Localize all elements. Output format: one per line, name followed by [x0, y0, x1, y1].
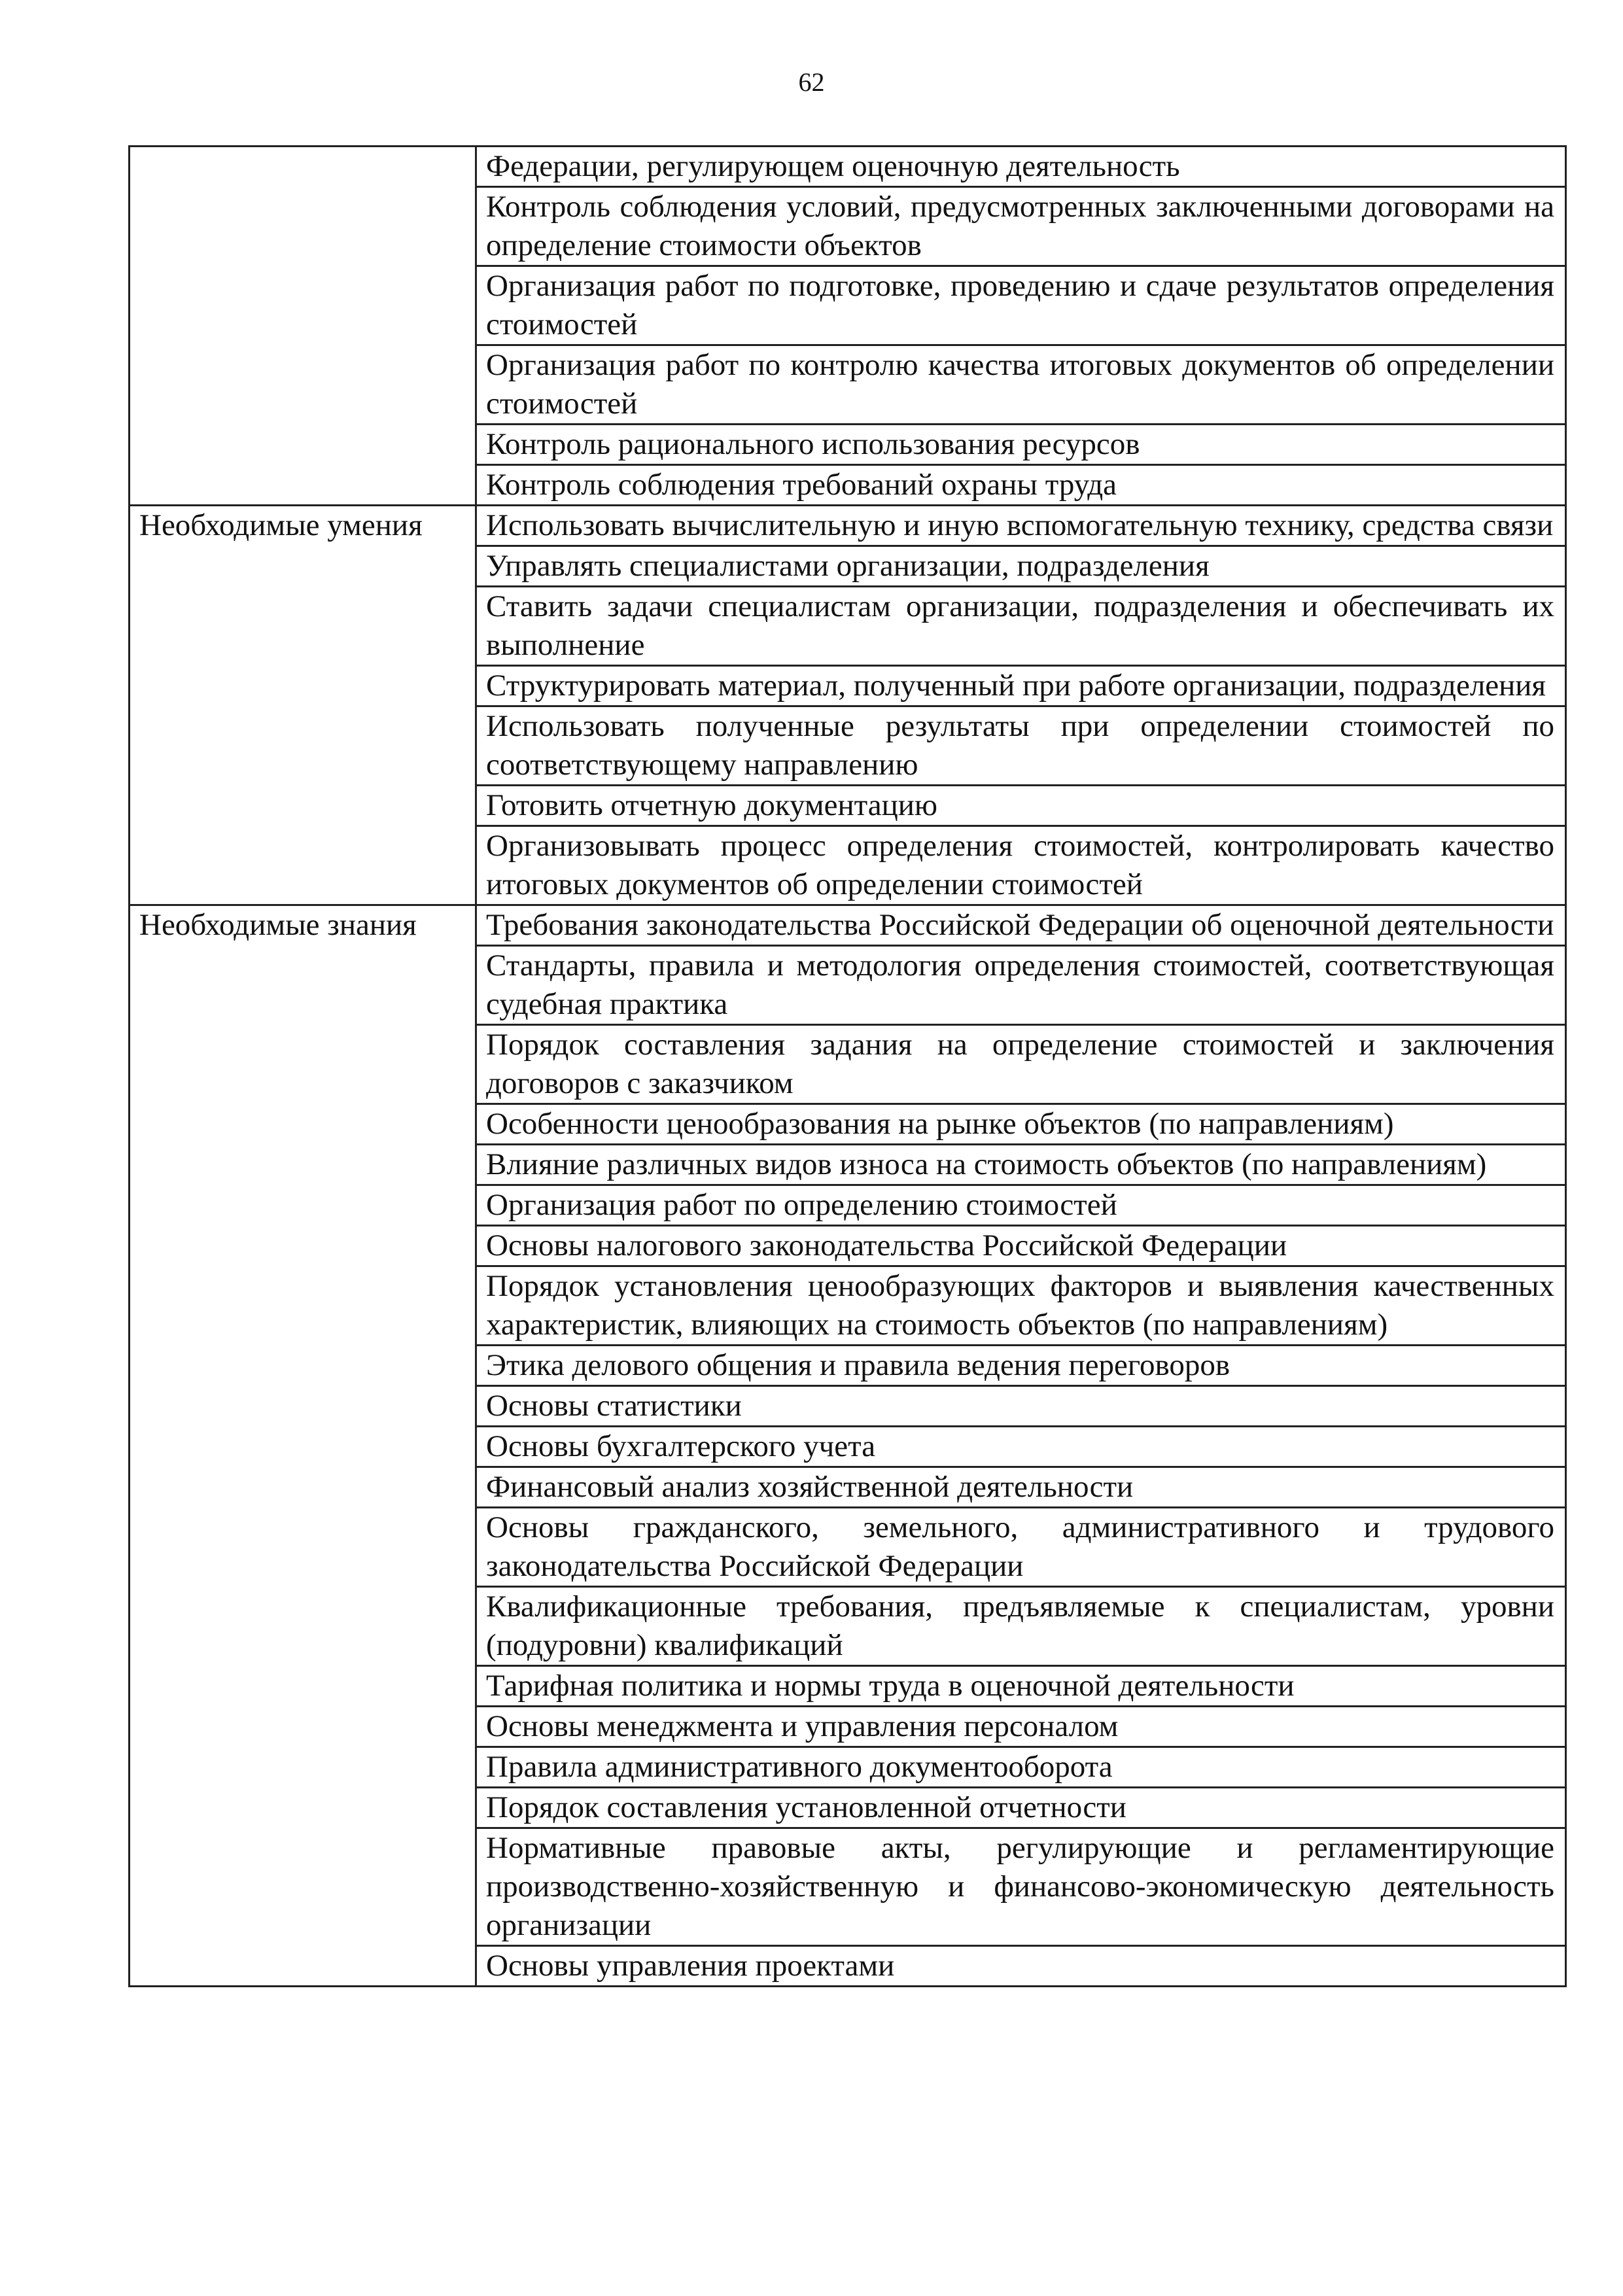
- knowledge-item-cell: Основы бухгалтерского учета: [476, 1427, 1566, 1467]
- knowledge-item-cell: Основы налогового законодательства Российской Федерации: [476, 1226, 1566, 1266]
- table-row: [130, 147, 1566, 187]
- continued-item-cell: Организация работ по контролю качества итоговых документов об определении стоимостей: [476, 345, 1566, 425]
- knowledge-item-cell: Требования законодательства Российской Федерации об оценочной деятельности: [476, 905, 1566, 946]
- table-row: [130, 905, 1566, 946]
- skills-item-cell: Управлять специалистами организации, подразделения: [476, 546, 1566, 587]
- knowledge-item-cell: Основы статистики: [476, 1386, 1566, 1427]
- requirements-table: [128, 145, 1567, 1987]
- page-number: 62: [798, 67, 825, 97]
- continued-item-cell: Организация работ по подготовке, проведению и сдаче результатов определения стоимостей: [476, 266, 1566, 345]
- knowledge-item-cell: Основы управления проектами: [476, 1946, 1566, 1987]
- continued-label-cell: [130, 147, 476, 506]
- skills-item-cell: Готовить отчетную документацию: [476, 786, 1566, 826]
- knowledge-item-cell: Основы менеджмента и управления персоналом: [476, 1707, 1566, 1747]
- knowledge-item-cell: Основы гражданского, земельного, административного и трудового законодательства Российской Федерации: [476, 1508, 1566, 1587]
- knowledge-item-cell: Тарифная политика и нормы труда в оценочной деятельности: [476, 1666, 1566, 1707]
- knowledge-item-cell: Стандарты, правила и методология определения стоимостей, соответствующая судебная практика: [476, 946, 1566, 1025]
- knowledge-item-cell: Нормативные правовые акты, регулирующие и регламентирующие производственно-хозяйственную и финансово-экономическую деятельность организации: [476, 1828, 1566, 1946]
- knowledge-item-cell: Порядок составления задания на определение стоимостей и заключения договоров с заказчиком: [476, 1025, 1566, 1104]
- skills-item-cell: Структурировать материал, полученный при работе организации, подразделения: [476, 666, 1566, 706]
- knowledge-item-cell: Порядок установления ценообразующих факторов и выявления качественных характеристик, влияющих на стоимость объектов (по направлениям): [476, 1266, 1566, 1346]
- skills-label-cell: Необходимые умения: [130, 506, 476, 905]
- knowledge-label-cell: Необходимые знания: [130, 905, 476, 1987]
- continued-item-cell: Контроль рационального использования ресурсов: [476, 425, 1566, 465]
- continued-item-cell: Контроль соблюдения условий, предусмотренных заключенными договорами на определение стоимости объектов: [476, 187, 1566, 266]
- continued-item-cell: Контроль соблюдения требований охраны труда: [476, 465, 1566, 506]
- knowledge-item-cell: Финансовый анализ хозяйственной деятельности: [476, 1467, 1566, 1508]
- skills-item-cell: Использовать вычислительную и иную вспомогательную технику, средства связи: [476, 506, 1566, 546]
- skills-item-cell: Организовывать процесс определения стоимостей, контролировать качество итоговых документов об определении стоимостей: [476, 826, 1566, 905]
- continued-item-cell: Федерации, регулирующем оценочную деятельность: [476, 147, 1566, 187]
- knowledge-item-cell: Влияние различных видов износа на стоимость объектов (по направлениям): [476, 1145, 1566, 1185]
- knowledge-item-cell: Правила административного документооборота: [476, 1747, 1566, 1788]
- knowledge-item-cell: Этика делового общения и правила ведения переговоров: [476, 1346, 1566, 1386]
- knowledge-item-cell: Порядок составления установленной отчетности: [476, 1788, 1566, 1828]
- skills-item-cell: Ставить задачи специалистам организации, подразделения и обеспечивать их выполнение: [476, 587, 1566, 666]
- table-body: [130, 147, 1566, 1987]
- knowledge-item-cell: Особенности ценообразования на рынке объектов (по направлениям): [476, 1104, 1566, 1145]
- table-row: [130, 506, 1566, 546]
- knowledge-item-cell: Квалификационные требования, предъявляемые к специалистам, уровни (подуровни) квалификаций: [476, 1587, 1566, 1666]
- knowledge-item-cell: Организация работ по определению стоимостей: [476, 1185, 1566, 1226]
- skills-item-cell: Использовать полученные результаты при определении стоимостей по соответствующему направлению: [476, 706, 1566, 786]
